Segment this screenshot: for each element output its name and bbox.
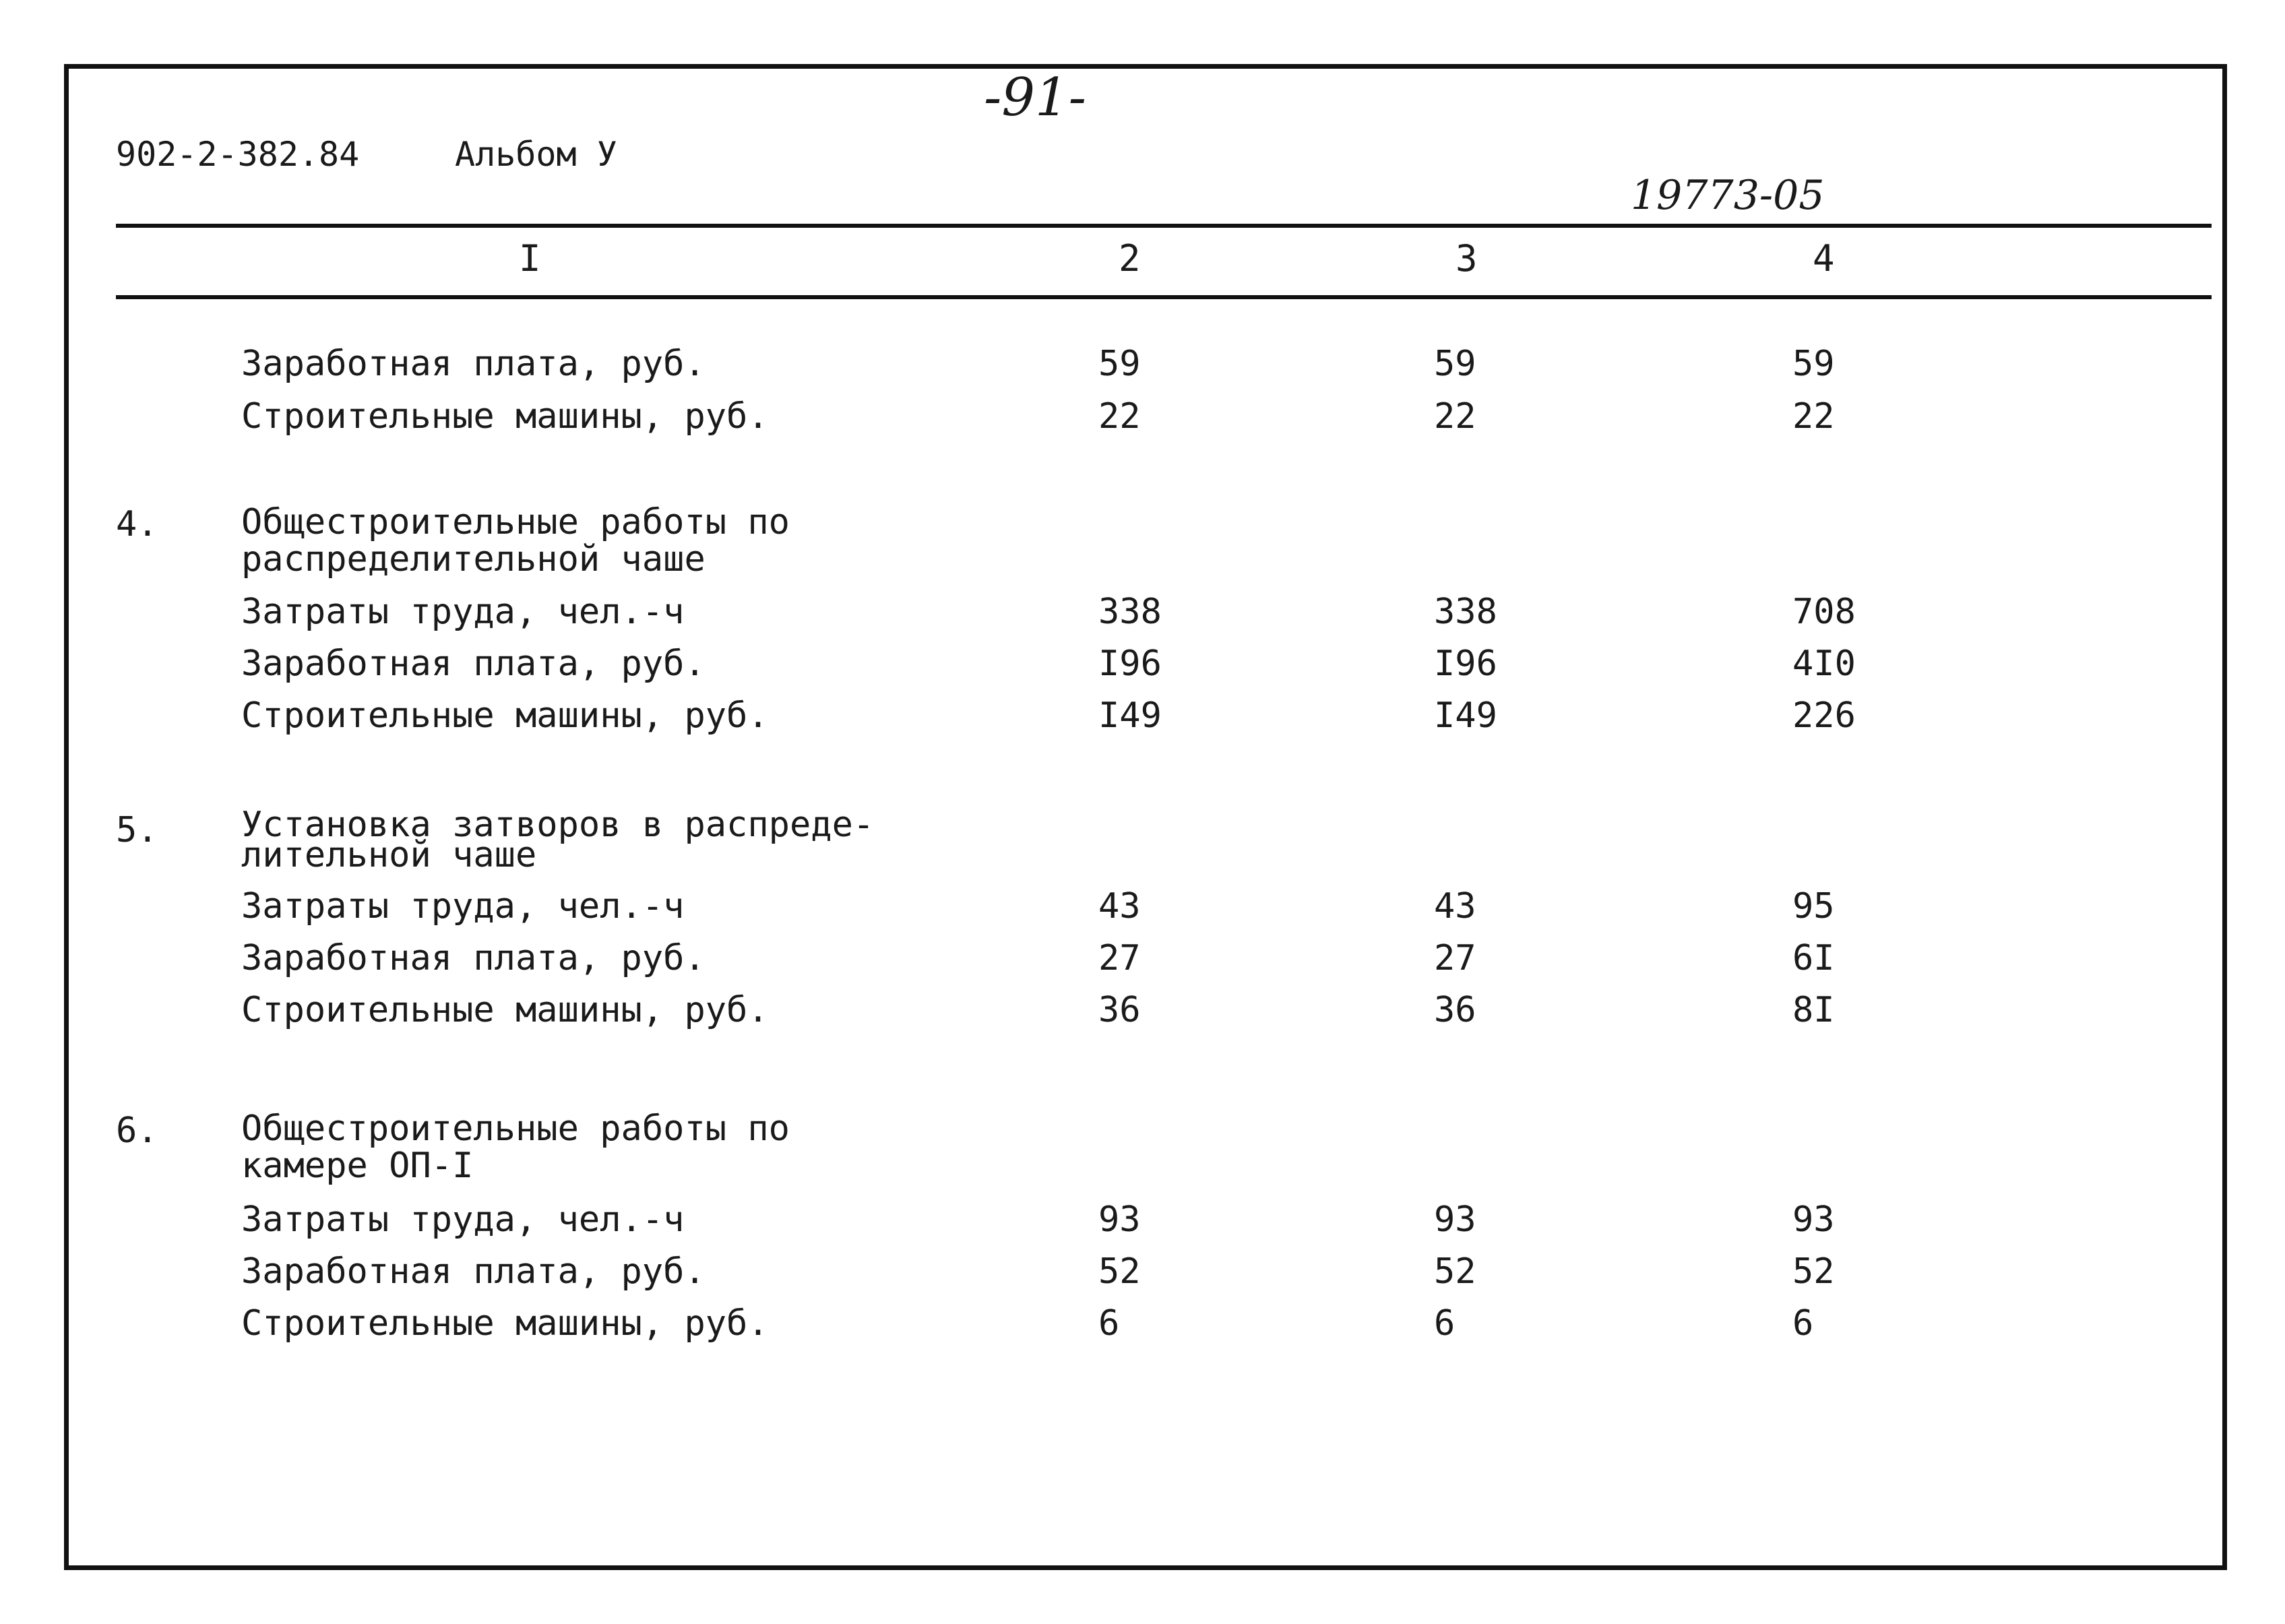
section-title-line: распределительной чаше [241, 539, 706, 580]
inventory-number: 19773-05 [1631, 172, 1825, 219]
row-label: Заработная плата, руб. [241, 938, 706, 978]
cell-col-3: 338 [1434, 592, 1497, 632]
row-label: Затраты труда, чел.-ч [241, 1199, 685, 1240]
cell-col-4: 59 [1792, 344, 1835, 384]
row-label: Строительные машины, руб. [241, 990, 769, 1030]
section-number: 5. [116, 810, 158, 850]
cell-col-2: 22 [1098, 396, 1141, 437]
section-title [241, 1108, 790, 1186]
cell-col-4: 22 [1792, 396, 1835, 437]
cell-col-3: I49 [1434, 695, 1497, 736]
section-title [241, 805, 875, 875]
cell-col-2: 36 [1098, 990, 1141, 1030]
column-header-1: I [519, 237, 541, 280]
section-title-line: Общестроительные работы по [241, 1108, 790, 1149]
column-header-2: 2 [1119, 237, 1141, 280]
cell-col-2: 27 [1098, 938, 1141, 978]
cell-col-3: 6 [1434, 1303, 1455, 1344]
album-label: Альбом У [455, 135, 617, 174]
cell-col-4: 95 [1792, 886, 1835, 927]
cell-col-2: 338 [1098, 592, 1162, 632]
row-label: Заработная плата, руб. [241, 644, 706, 684]
cell-col-4: 8I [1792, 990, 1835, 1030]
row-label: Затраты труда, чел.-ч [241, 592, 685, 632]
cell-col-2: 59 [1098, 344, 1141, 384]
cell-col-4: 6I [1792, 938, 1835, 978]
row-label: Строительные машины, руб. [241, 695, 769, 736]
cell-col-3: 27 [1434, 938, 1476, 978]
row-label: Строительные машины, руб. [241, 396, 769, 437]
section-title-line: Общестроительные работы по [241, 502, 790, 542]
row-label: Заработная плата, руб. [241, 1251, 706, 1292]
section-title-line: Установка затворов в распреде- [241, 805, 875, 845]
cell-col-4: 6 [1792, 1303, 1814, 1344]
cell-col-3: I96 [1434, 644, 1497, 684]
page-number: -91- [984, 67, 1086, 128]
document-code: 902-2-382.84 [116, 135, 360, 174]
section-title [241, 504, 790, 578]
section-title-line: лительной чаше [241, 835, 537, 875]
cell-col-3: 52 [1434, 1251, 1476, 1292]
cell-col-3: 59 [1434, 344, 1476, 384]
section-number: 4. [116, 504, 158, 544]
header-rule-top [116, 224, 2212, 228]
cell-col-3: 43 [1434, 886, 1476, 927]
cell-col-4: 93 [1792, 1199, 1835, 1240]
cell-col-3: 22 [1434, 396, 1476, 437]
cell-col-4: 226 [1792, 695, 1856, 736]
row-label: Строительные машины, руб. [241, 1303, 769, 1344]
section-number: 6. [116, 1111, 158, 1151]
row-label: Затраты труда, чел.-ч [241, 886, 685, 927]
column-header-3: 3 [1455, 237, 1478, 280]
cell-col-4: 52 [1792, 1251, 1835, 1292]
cell-col-4: 708 [1792, 592, 1856, 632]
cell-col-2: I49 [1098, 695, 1162, 736]
cell-col-2: 43 [1098, 886, 1141, 927]
section-title-line: камере ОП-I [241, 1146, 474, 1186]
column-header-4: 4 [1813, 237, 1835, 280]
cell-col-2: 6 [1098, 1303, 1120, 1344]
cell-col-2: 52 [1098, 1251, 1141, 1292]
cell-col-3: 93 [1434, 1199, 1476, 1240]
row-label: Заработная плата, руб. [241, 344, 706, 384]
cell-col-3: 36 [1434, 990, 1476, 1030]
cell-col-2: I96 [1098, 644, 1162, 684]
cell-col-4: 4I0 [1792, 644, 1856, 684]
header-rule-bottom [116, 295, 2212, 299]
cell-col-2: 93 [1098, 1199, 1141, 1240]
